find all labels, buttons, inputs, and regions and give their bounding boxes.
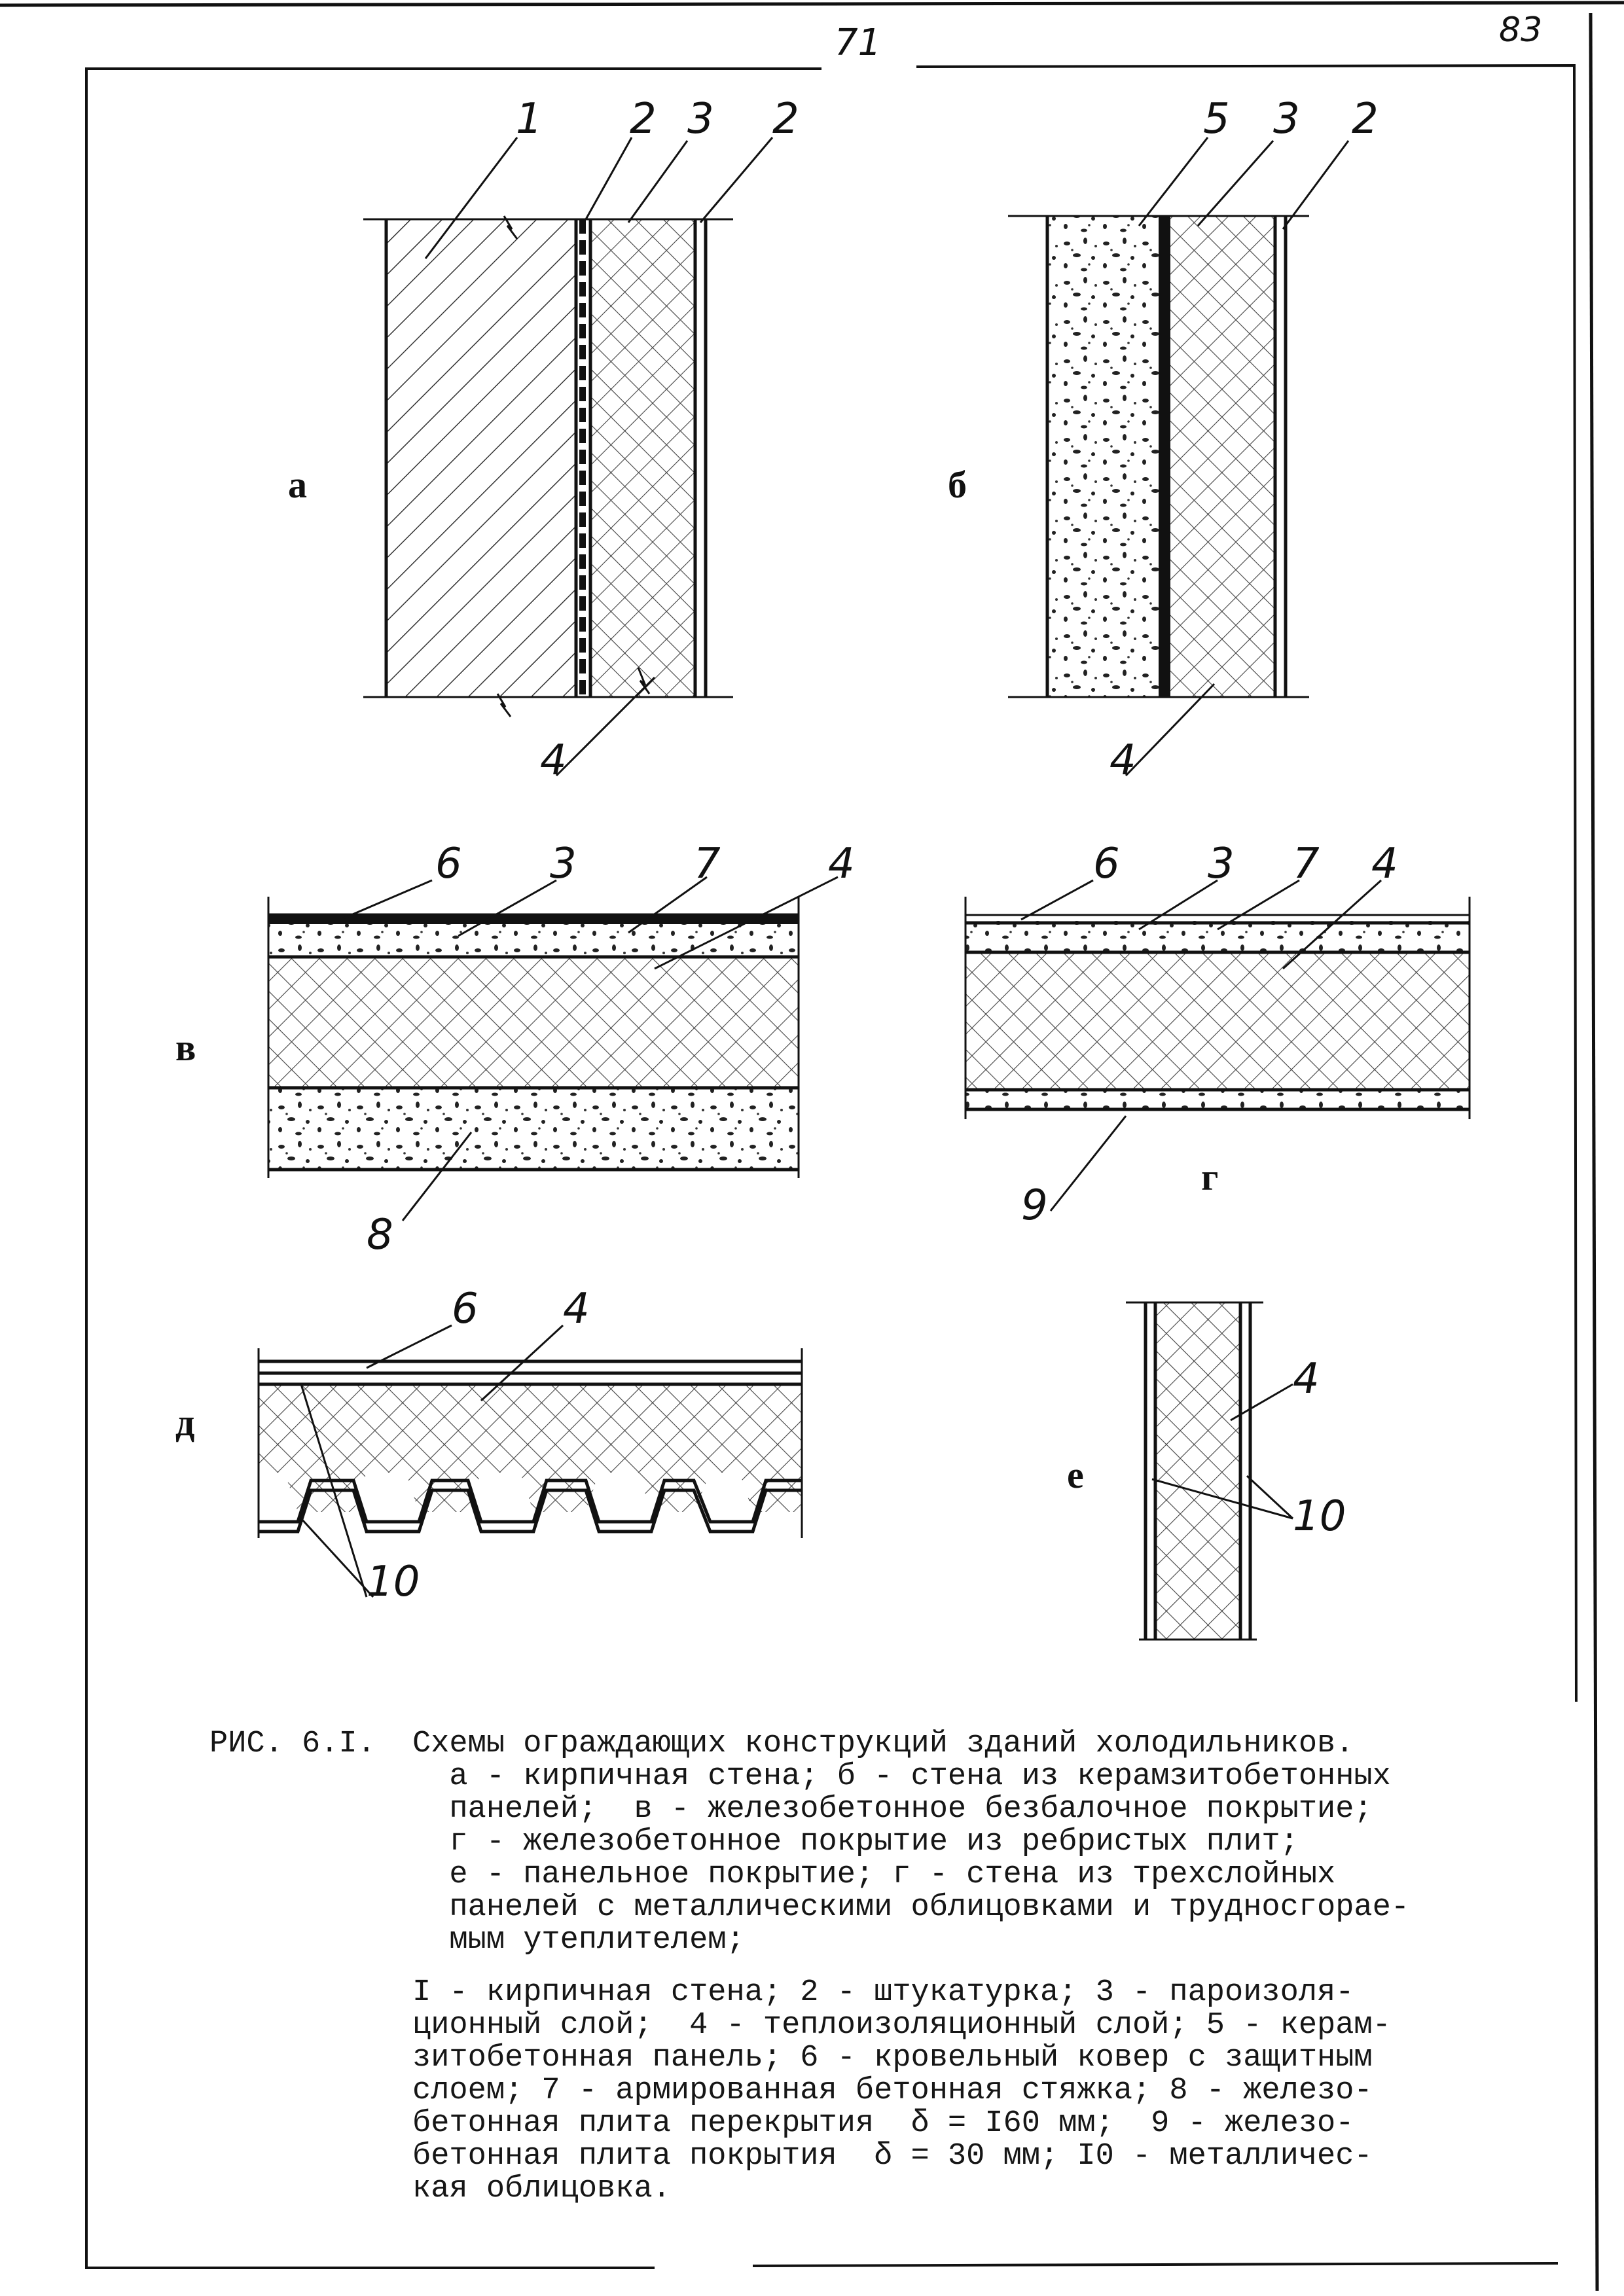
- panel-d-letter: д: [175, 1401, 195, 1444]
- callout-5: 5: [1203, 95, 1230, 143]
- panel-a-brick-wall: [363, 137, 772, 776]
- callout-10: 10: [1293, 1492, 1346, 1541]
- legend-line: бетонная плита покрытия δ = 30 мм; I0 - металличес-: [412, 2139, 1373, 2174]
- callout-4: 4: [1371, 840, 1398, 888]
- callout-10: 10: [367, 1558, 420, 1606]
- corner-mark: 83: [1499, 10, 1543, 50]
- callout-8: 8: [367, 1211, 393, 1259]
- callout-4: 4: [828, 840, 855, 888]
- caption-line: панелей с металлическими облицовками и трудносгорае-: [412, 1890, 1410, 1925]
- legend-line: бетонная плита перекрытия δ = I60 мм; 9 - железо-: [412, 2106, 1354, 2141]
- caption-line: панелей; в - железобетонное безбалочное покрытие;: [412, 1792, 1373, 1827]
- caption-line: а - кирпичная стена; б - стена из керамзитобетонных: [412, 1759, 1391, 1794]
- legend-line: I - кирпичная стена; 2 - штукатурка; 3 - пароизоля-: [412, 1975, 1354, 2010]
- callout-7: 7: [1293, 840, 1320, 888]
- panel-v-roof: [268, 877, 838, 1221]
- panel-g-letter: г: [1201, 1156, 1219, 1198]
- page-number: 71: [835, 22, 882, 64]
- callout-1: 1: [516, 95, 543, 143]
- callout-7: 7: [694, 840, 721, 888]
- callout-6: 6: [435, 840, 462, 888]
- callout-4: 4: [1110, 736, 1136, 785]
- callout-3: 3: [1273, 95, 1300, 143]
- panel-a-letter: а: [288, 463, 307, 506]
- panel-b-claycrete-wall: [1008, 137, 1348, 776]
- callout-4: 4: [563, 1285, 590, 1333]
- callout-6: 6: [452, 1285, 478, 1333]
- figure-number: РИС. 6.I.: [209, 1727, 376, 1761]
- callout-9: 9: [1021, 1181, 1048, 1230]
- caption-line: Схемы ограждающих конструкций зданий холодильников.: [412, 1727, 1354, 1761]
- callout-3: 3: [1208, 840, 1235, 888]
- caption-line: мым утеплителем;: [412, 1923, 745, 1958]
- callout-2: 2: [630, 95, 657, 143]
- caption-line: г - железобетонное покрытие из ребристых плит;: [412, 1825, 1299, 1859]
- caption-line: е - панельное покрытие; г - стена из трехслойных: [412, 1857, 1336, 1892]
- callout-3: 3: [687, 95, 714, 143]
- panel-v-letter: в: [175, 1026, 196, 1069]
- panel-e-letter: е: [1067, 1454, 1084, 1496]
- callout-3: 3: [550, 840, 577, 888]
- callout-2: 2: [1352, 95, 1379, 143]
- panel-e-sandwich-wall: [1126, 1302, 1293, 1640]
- callout-4: 4: [1293, 1355, 1320, 1403]
- panel-b-letter: б: [948, 463, 967, 506]
- legend-line: кая облицовка.: [412, 2172, 671, 2206]
- figure-caption: [209, 1728, 1492, 1957]
- figure-legend: [412, 1977, 1492, 2206]
- callout-2b: 2: [772, 95, 799, 143]
- legend-line: зитобетонная панель; 6 - кровельный ковер с защитным: [412, 2041, 1373, 2075]
- legend-line: ционный слой; 4 - теплоизоляционный слой; 5 - керам-: [412, 2008, 1391, 2043]
- legend-line: слоем; 7 - армированная бетонная стяжка; 8 - железо-: [412, 2073, 1373, 2108]
- panel-d-roof: [259, 1325, 802, 1597]
- callout-6: 6: [1093, 840, 1120, 888]
- callout-4: 4: [540, 736, 567, 785]
